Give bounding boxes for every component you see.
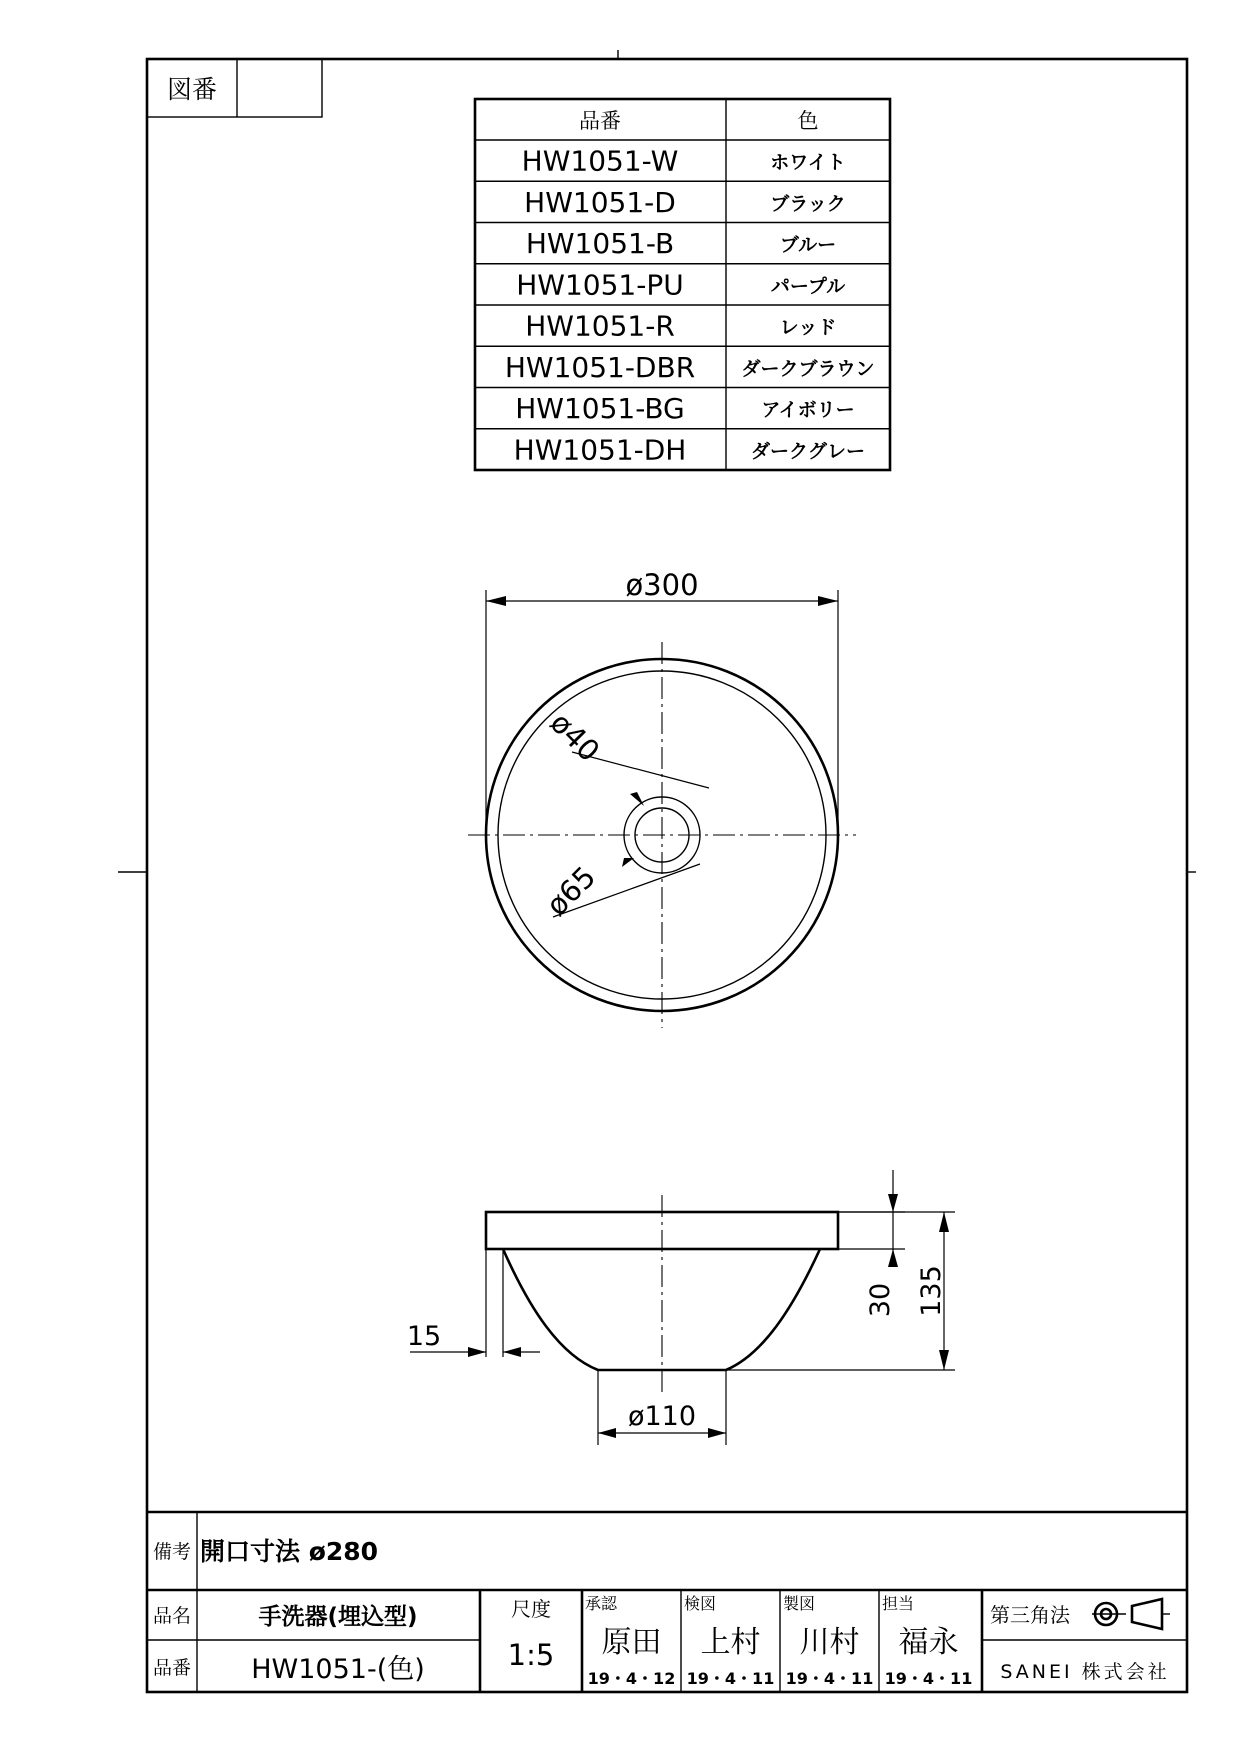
table-row (525, 310, 836, 343)
approval-cell (783, 1594, 873, 1688)
approval-date: 19・4・11 (686, 1669, 775, 1688)
table-row (514, 433, 865, 466)
approval-date: 19・4・11 (785, 1669, 874, 1688)
table-header-part: 品番 (579, 109, 621, 133)
company-name: SANEI 株式会社 (1000, 1661, 1170, 1683)
dim-base-dia: ø110 (627, 1401, 697, 1432)
table-header-color: 色 (797, 109, 819, 133)
item-name-label: 品名 (152, 1605, 192, 1627)
approval-cell (684, 1594, 774, 1688)
drawing-number-label: 図番 (166, 75, 218, 104)
table-row (505, 351, 875, 384)
scale-value: 1:5 (507, 1638, 555, 1672)
drawing-number-box (147, 59, 322, 117)
approval-cell (882, 1594, 972, 1688)
approval-role: 承認 (585, 1594, 618, 1613)
approval-role: 担当 (882, 1594, 915, 1613)
dim-drain-outer-dia: ø65 (539, 859, 603, 923)
dim-drain-inner-dia: ø40 (543, 705, 607, 769)
title-block (147, 1590, 1187, 1692)
dim-rim-height: 30 (865, 1282, 896, 1318)
approval-role: 製図 (783, 1594, 816, 1613)
table-cell-color: アイボリー (761, 399, 855, 422)
color-table (475, 99, 890, 470)
item-name-value: 手洗器(埋込型) (258, 1604, 418, 1630)
approval-date: 19・4・12 (587, 1669, 676, 1688)
table-row (516, 268, 845, 301)
notes-row (147, 1512, 1187, 1590)
side-view (407, 1170, 955, 1445)
item-number-value: HW1051-(色) (251, 1654, 425, 1685)
approval-name: 原田 (601, 1625, 662, 1660)
notes-label: 備考 (152, 1541, 192, 1563)
approval-date: 19・4・11 (884, 1669, 973, 1688)
approval-name: 上村 (700, 1625, 761, 1660)
table-cell-color: ブルー (779, 234, 837, 257)
table-cell-part: HW1051-B (525, 227, 675, 261)
table-cell-part: HW1051-PU (516, 268, 684, 302)
table-cell-color: ダークブラウン (741, 357, 875, 380)
table-cell-color: ダークグレー (750, 440, 866, 463)
table-cell-color: レッド (779, 316, 837, 339)
table-cell-color: ブラック (770, 192, 846, 215)
table-cell-part: HW1051-W (521, 144, 679, 178)
table-cell-color: ホワイト (770, 151, 846, 174)
table-cell-part: HW1051-DH (513, 433, 687, 467)
third-angle-projection-icon (1092, 1599, 1170, 1629)
item-number-label: 品番 (152, 1657, 192, 1679)
plan-view (468, 568, 856, 1028)
dim-top-outer-dia: ø300 (625, 568, 699, 602)
notes-text: 開口寸法 ø280 (200, 1537, 379, 1566)
scale-label: 尺度 (511, 1597, 551, 1621)
approval-name: 川村 (799, 1625, 860, 1660)
table-cell-color: パープル (770, 275, 846, 298)
table-cell-part: HW1051-R (525, 309, 675, 343)
table-cell-part: HW1051-DBR (504, 350, 696, 384)
table-row (524, 186, 846, 219)
approval-cell (585, 1594, 675, 1688)
approval-name: 福永 (898, 1625, 959, 1660)
table-cell-part: HW1051-D (524, 185, 676, 219)
dim-wall-thickness: 15 (406, 1321, 442, 1352)
projection-label: 第三角法 (990, 1603, 1070, 1627)
table-row (515, 392, 854, 425)
table-row (522, 145, 846, 178)
dim-total-height: 135 (916, 1265, 947, 1317)
table-cell-part: HW1051-BG (515, 392, 685, 426)
table-row (526, 227, 836, 260)
approval-role: 検図 (684, 1594, 717, 1613)
